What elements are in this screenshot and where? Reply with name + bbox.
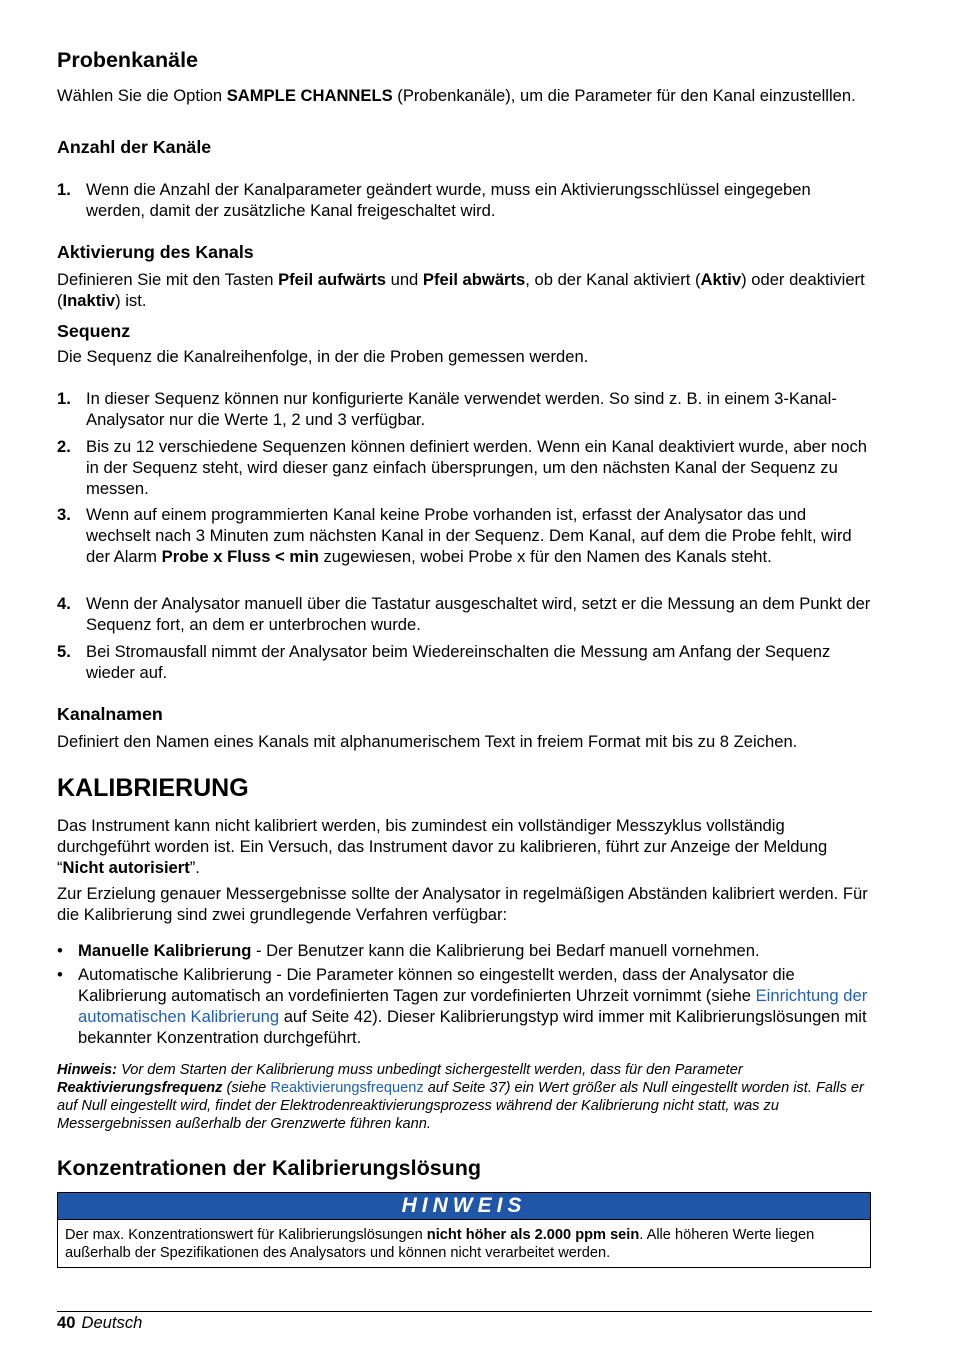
list-number: 2. [57, 437, 71, 456]
list-text: Automatische Kalibrierung - Die Parameter können so eingestellt werden, dass der Analysator die Kalibrierung automatisch an vordefinierten Tagen zur vordefinierten Uhrzeit vornimmt (siehe Einrichtung der automatischen Kalibrierung auf Seite 42). Dieser Kalibrierungstyp wird immer mit Kalibrierungslösungen mit bekannter Konzentration durchgeführt. [78, 965, 868, 1047]
list-text: Bis zu 12 verschiedene Sequenzen können definiert werden. Wenn ein Kanal deaktiviert wurde, aber noch in der Sequenz steht, wird dieser ganz einfach übersprungen, um den nächsten Kanal der Sequenz zu messen. [86, 437, 868, 498]
footer-language: Deutsch [81, 1313, 143, 1332]
link-automatische-kalibrierung[interactable]: Einrichtung der automatischen Kalibrierung [78, 986, 868, 1026]
list-item [57, 504, 872, 567]
list-item [57, 940, 872, 961]
list-text: Wenn die Anzahl der Kanalparameter geändert wurde, muss ein Aktivierungsschlüssel eingegeben werden, damit der zusätzliche Kanal freigeschaltet wird. [86, 180, 811, 220]
bullet: • [57, 965, 63, 984]
list-number: 1. [57, 180, 71, 199]
subheading-kanalnamen: Kanalnamen [57, 704, 163, 724]
list-item [57, 436, 872, 499]
list-text: Wenn der Analysator manuell über die Tastatur ausgeschaltet wird, setzt er die Messung an dem Punkt der Sequenz fort, an dem er unterbrochen wurde. [86, 594, 871, 634]
list-text: In dieser Sequenz können nur konfigurierte Kanäle verwendet werden. So sind z. B. in einem 3-Kanal-Analysator nur die Werte 1, 2 und 3 verfügbar. [86, 389, 837, 429]
note-label: Hinweis: [57, 1062, 118, 1078]
kalibrierung-paragraph-1: Das Instrument kann nicht kalibriert werden, bis zumindest ein vollständiger Messzyklus vollständig durchgeführt worden ist. Ein Versuch, das Instrument davor zu kalibrieren, führt zur Anzeige der Meldung “Nicht autorisiert”. [57, 816, 828, 877]
section-heading-probenkanaele: Probenkanäle [57, 48, 198, 72]
list-text: Wenn auf einem programmierten Kanal keine Probe vorhanden ist, erfasst der Analysator das und wechselt nach 3 Minuten zum nächsten Kanal in der Sequenz. Dem Kanal, auf dem die Probe fehlt, wird der Alarm Probe x Fluss < min zugewiesen, wobei Probe x für den Namen des Kanals steht. [86, 505, 852, 566]
notice-box [57, 1192, 871, 1268]
list-text: Manuelle Kalibrierung - Der Benutzer kann die Kalibrierung bei Bedarf manuell vornehmen. [78, 941, 760, 960]
subheading-aktivierung: Aktivierung des Kanals [57, 242, 254, 262]
sequenz-intro: Die Sequenz die Kanalreihenfolge, in der die Proben gemessen werden. [57, 347, 589, 366]
page-number: 40 [57, 1313, 76, 1332]
section-heading-kalibrierung: KALIBRIERUNG [57, 774, 249, 802]
list-number: 3. [57, 505, 71, 524]
list-item [57, 179, 872, 221]
aktivierung-text: Definieren Sie mit den Tasten Pfeil aufwärts und Pfeil abwärts, ob der Kanal aktiviert (Aktiv) oder deaktiviert (Inaktiv) ist. [57, 270, 865, 310]
list-item [57, 964, 872, 1048]
list-number: 1. [57, 389, 71, 408]
hinweis-note: Hinweis: Vor dem Starten der Kalibrierung muss unbedingt sichergestellt werden, dass für den Parameter Reaktivierungsfrequenz (siehe Reaktivierungsfrequenz auf Seite 37) ein Wert größer als Null eingestellt worden ist. Falls er auf Null eingestellt wird, findet der Elektrodenreaktivierungsprozess während der Kalibrierung nicht statt, was zu Messergebnissen außerhalb der Grenzwerte führen kann. [57, 1062, 864, 1132]
link-reaktivierungsfrequenz[interactable]: Reaktivierungsfrequenz [270, 1080, 424, 1096]
list-number: 5. [57, 642, 71, 661]
footer-divider [57, 1311, 872, 1312]
notice-title: HINWEIS [58, 1193, 870, 1220]
kalibrierung-paragraph-2: Zur Erzielung genauer Messergebnisse sollte der Analysator in regelmäßigen Abständen kalibriert werden. Für die Kalibrierung sind zwei grundlegende Verfahren verfügbar: [57, 884, 868, 924]
list-item [57, 388, 872, 430]
probenkanaele-intro: Wählen Sie die Option SAMPLE CHANNELS (Probenkanäle), um die Parameter für den Kanal einzustelllen. [57, 86, 856, 105]
subheading-sequenz: Sequenz [57, 321, 131, 341]
subheading-anzahl-kanaele: Anzahl der Kanäle [57, 137, 212, 157]
list-text: Bei Stromausfall nimmt der Analysator beim Wiedereinschalten die Messung am Anfang der Sequenz wieder auf. [86, 642, 831, 682]
kanalnamen-text: Definiert den Namen eines Kanals mit alphanumerischem Text in freiem Format mit bis zu 8 Zeichen. [57, 732, 798, 751]
notice-text: Der max. Konzentrationswert für Kalibrierungslösungen nicht höher als 2.000 ppm sein. Alle höheren Werte liegen außerhalb der Spezifikationen des Analysators und können nicht verarbeitet werden. [65, 1227, 815, 1261]
list-item [57, 593, 872, 635]
list-number: 4. [57, 594, 71, 613]
page-footer [57, 1313, 142, 1333]
bullet: • [57, 941, 63, 960]
list-item [57, 641, 872, 683]
section-heading-konzentrationen: Konzentrationen der Kalibrierungslösung [57, 1156, 482, 1180]
